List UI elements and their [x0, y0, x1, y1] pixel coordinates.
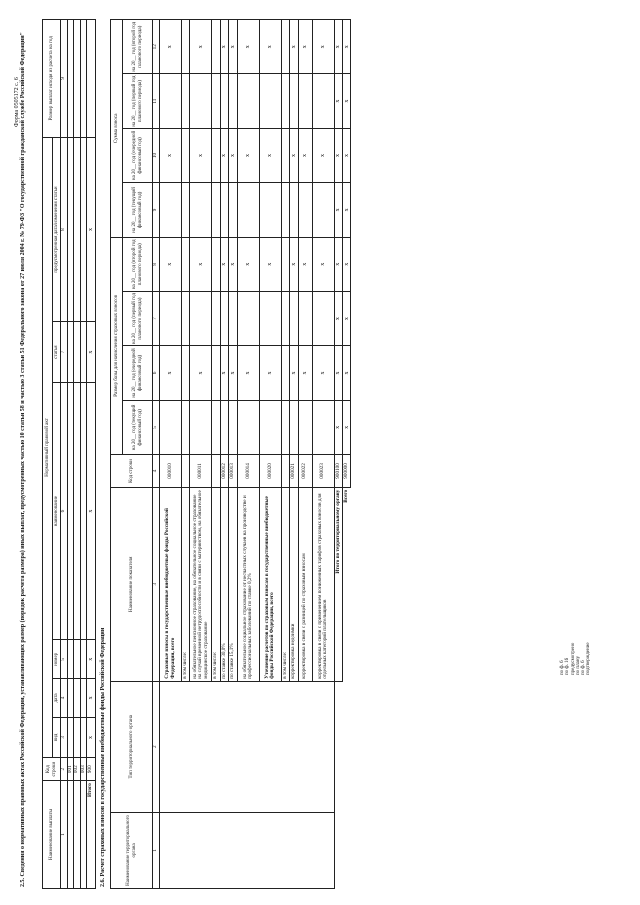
s26-h-sum-second: на 20__ год (второй год планового периода) [123, 20, 153, 74]
s26-colnum: 5 [153, 400, 160, 454]
s26-line-code [182, 455, 190, 488]
s26-value-cell: x [259, 346, 281, 400]
s26-value-cell: x [290, 20, 298, 74]
s26-h-terr-name: Наименование территориального органа [111, 812, 153, 888]
s26-value-cell [212, 346, 220, 400]
side-label: предусмотрено [570, 642, 576, 675]
s26-value-cell: x [290, 237, 298, 291]
s26-value-cell: x [160, 128, 182, 182]
s26-terr-name-cell [160, 812, 335, 888]
s25-h-number: номер [53, 640, 61, 679]
s26-line-code: 000013 [229, 455, 237, 488]
s26-value-cell [281, 128, 289, 182]
s26-value-cell [229, 183, 237, 237]
s26-value-cell: x [160, 346, 182, 400]
s26-indicator-name: в том числе: [281, 487, 289, 681]
s26-value-cell [212, 74, 220, 128]
s26-colnum: 4 [153, 455, 160, 488]
s26-value-cell [160, 74, 182, 128]
s26-value-cell [298, 183, 312, 237]
s25-row-code: 001 [68, 758, 74, 781]
s26-value-cell [298, 74, 312, 128]
s26-value-cell: x [160, 237, 182, 291]
s26-x: x [343, 400, 351, 454]
s26-h-base-second: на 20__ год (второй год планового периода) [123, 237, 153, 291]
s26-x: x [343, 20, 351, 74]
s26-terr-type-cell [160, 681, 335, 812]
s26-line-code: 000023 [312, 455, 334, 488]
s26-value-cell [160, 183, 182, 237]
s26-line-code [281, 455, 289, 488]
s26-x: x [334, 20, 342, 74]
s26-value-cell [212, 291, 220, 345]
s26-x: x [334, 237, 342, 291]
s26-value-cell [259, 291, 281, 345]
s26-h-sum-next: на 20__ год (очередной финансовый год) [123, 128, 153, 182]
s25-x: x [87, 679, 95, 718]
s26-value-cell [312, 400, 334, 454]
s26-value-cell: x [290, 128, 298, 182]
s26-h-base-first: на 20__ год (первый год планового периода) [123, 291, 153, 345]
s26-value-cell [190, 183, 212, 237]
s26-indicator-name: Уточнение расчетов по страховым взносам в государственные внебюджетные фонды Российской Федерации, всего [259, 487, 281, 681]
s26-x: x [343, 237, 351, 291]
s26-value-cell [182, 346, 190, 400]
s25-h-code: Код строки [43, 758, 61, 781]
s26-value-cell [290, 183, 298, 237]
s26-value-cell [298, 400, 312, 454]
s26-value-cell [212, 128, 220, 182]
s26-line-code: 000021 [290, 455, 298, 488]
s26-value-cell: x [312, 20, 334, 74]
s26-value-cell [281, 400, 289, 454]
s26-value-cell [259, 183, 281, 237]
s26-value-cell: x [229, 237, 237, 291]
s26-value-cell [220, 74, 228, 128]
s26-indicator-name: в том числе: [212, 487, 220, 681]
s26-indicator-name: по ставке 30,0% [220, 487, 228, 681]
s26-value-cell: x [190, 237, 212, 291]
s26-value-cell: x [229, 346, 237, 400]
s26-value-cell [229, 74, 237, 128]
side-labels [560, 555, 592, 675]
s26-subtotal-code: 900100 [334, 455, 342, 488]
s26-value-cell [220, 400, 228, 454]
s26-value-cell: x [237, 346, 259, 400]
s26-indicator-name: корректировка недоимки [290, 487, 298, 681]
s26-x: x [343, 291, 351, 345]
s26-colnum: 10 [153, 128, 160, 182]
s25-total-label: Итого [87, 781, 95, 889]
s26-value-cell: x [220, 237, 228, 291]
s26-h-indicator: Наименование показателя [111, 487, 153, 681]
s26-value-cell [237, 183, 259, 237]
s25-colnum: 2 [61, 758, 68, 781]
s26-value-cell [298, 291, 312, 345]
s25-h-ratio: предусмотренная дата/изменения статьи [53, 137, 61, 322]
s26-value-cell: x [190, 128, 212, 182]
s26-value-cell: x [259, 128, 281, 182]
s26-value-cell: x [298, 346, 312, 400]
s26-indicator-name: в том числе: [182, 487, 190, 681]
s26-value-cell [281, 346, 289, 400]
s26-value-cell: x [312, 346, 334, 400]
s26-h-sum-first: на 20__ год (первый год планового периода) [123, 74, 153, 128]
s26-value-cell [281, 20, 289, 74]
side-label: по ф. 6 [581, 660, 586, 675]
s25-h-article: статья [53, 322, 61, 382]
s26-value-cell [259, 400, 281, 454]
side-label: по ф. 6 [560, 660, 565, 675]
section-26-title: 2.6. Расчет страховых взносов в государственные внебюджетные фонды Российской Федерации [100, 627, 106, 887]
s26-value-cell: x [220, 20, 228, 74]
s26-x: x [343, 128, 351, 182]
s26-h-base-next: на 20__ год (очередной финансовый год) [123, 346, 153, 400]
s26-value-cell [160, 400, 182, 454]
s25-h-name: наименование [53, 382, 61, 640]
s26-value-cell [281, 291, 289, 345]
s26-h-code: Код строки [111, 455, 153, 488]
s25-row-code: 002 [74, 758, 80, 781]
s25-h-date: дата [53, 679, 61, 718]
s26-value-cell: x [259, 237, 281, 291]
s26-value-cell [237, 400, 259, 454]
s26-indicator-name: корректировка в связи с разницей по страховым взносам [298, 487, 312, 681]
s26-value-cell [160, 291, 182, 345]
s25-colnum: 4 [61, 679, 68, 718]
s26-value-cell [190, 291, 212, 345]
s25-h-indicator: Наименование выплаты [43, 781, 61, 889]
s26-value-cell [182, 20, 190, 74]
s26-value-cell [212, 400, 220, 454]
s26-value-cell [220, 183, 228, 237]
s26-value-cell: x [220, 128, 228, 182]
s26-value-cell [182, 400, 190, 454]
s25-x: x [87, 137, 95, 322]
s26-colnum: 8 [153, 237, 160, 291]
s25-h-type: вид [53, 717, 61, 758]
s26-value-cell [182, 291, 190, 345]
s26-x: x [334, 400, 342, 454]
s26-value-cell [229, 400, 237, 454]
s26-colnum: 3 [153, 487, 160, 681]
s26-indicator-name: по ставке 15,1% [229, 487, 237, 681]
s26-value-cell [281, 237, 289, 291]
s26-colnum: 6 [153, 346, 160, 400]
s26-h-sum: Сумма взноса [111, 20, 123, 238]
s26-value-cell [220, 291, 228, 345]
s26-colnum: 12 [153, 20, 160, 74]
s26-value-cell [312, 74, 334, 128]
s25-colnum: 9 [61, 20, 68, 138]
s26-colnum: 9 [153, 183, 160, 237]
s26-row [160, 20, 182, 889]
s26-line-code: 000011 [190, 455, 212, 488]
s26-value-cell: x [298, 128, 312, 182]
s26-value-cell [312, 291, 334, 345]
s25-x: x [87, 717, 95, 758]
s25-row-code: 003 [80, 758, 86, 781]
s26-value-cell: x [259, 20, 281, 74]
s26-value-cell: x [237, 20, 259, 74]
s25-h-act: Нормативный правовой акт [43, 137, 53, 758]
s26-x: x [343, 183, 351, 237]
s26-x: x [343, 74, 351, 128]
s26-value-cell [281, 183, 289, 237]
s26-value-cell [290, 74, 298, 128]
s26-value-cell: x [229, 128, 237, 182]
s25-h-payment: Размер выплат исходя из расчета на год [43, 20, 61, 138]
s26-value-cell: x [298, 237, 312, 291]
s25-colnum: 5 [61, 640, 68, 679]
s26-indicator-name: корректировка в связи с применением пониженных тарифов страховых взносов для отдельных категорий плательщиков [312, 487, 334, 681]
s26-value-cell: x [298, 20, 312, 74]
s25-x: x [87, 382, 95, 640]
s25-x: x [87, 640, 95, 679]
side-label: подтверждение [586, 642, 592, 675]
s26-colnum: 1 [153, 812, 160, 888]
s26-value-cell [237, 74, 259, 128]
form-code: Форма 0505172 с. 6 [14, 77, 20, 127]
s26-value-cell [290, 400, 298, 454]
s26-value-cell [182, 237, 190, 291]
section-25-table [42, 19, 96, 889]
s26-value-cell [190, 400, 212, 454]
s26-line-code: 000020 [259, 455, 281, 488]
s26-total-label: Всего [343, 489, 350, 503]
s26-value-cell [190, 74, 212, 128]
s26-line-code: 000022 [298, 455, 312, 488]
s26-h-terr-type: Тип территориального органа [111, 681, 153, 812]
s26-value-cell: x [237, 128, 259, 182]
s25-cell [87, 20, 95, 138]
s26-value-cell [229, 291, 237, 345]
s25-colnum: 8 [61, 137, 68, 322]
s26-value-cell [182, 128, 190, 182]
s26-indicator-name: на обязательное пенсионное страхование, на обязательное социальное страхование на случай временной нетрудоспособности и в связи с материнством, на обязательное медицинское страхование [190, 487, 212, 681]
section-26-table [110, 19, 351, 889]
s26-line-code: 000012 [220, 455, 228, 488]
s25-colnum: 1 [61, 781, 68, 889]
s25-total-code: 900 [87, 758, 95, 781]
s26-x: x [334, 291, 342, 345]
s26-value-cell: x [160, 20, 182, 74]
s26-subtotal-label: Итого по территориальному органу [334, 487, 342, 681]
s26-x: x [343, 346, 351, 400]
s26-line-code: 000014 [237, 455, 259, 488]
s26-value-cell: x [190, 20, 212, 74]
s26-value-cell [212, 20, 220, 74]
s26-value-cell [212, 237, 220, 291]
s26-value-cell [182, 74, 190, 128]
s26-value-cell [259, 74, 281, 128]
s26-colnum: 2 [153, 681, 160, 812]
side-label: по плану [575, 656, 581, 675]
s25-colnum: 3 [61, 717, 68, 758]
s26-value-cell [182, 183, 190, 237]
s26-value-cell [290, 291, 298, 345]
s26-value-cell: x [312, 237, 334, 291]
s26-total-code: 900000 [343, 455, 351, 488]
s26-h-sum-current: на 20__ год (текущий финансовый год) [123, 183, 153, 237]
s26-value-cell [312, 183, 334, 237]
s26-x: x [334, 74, 342, 128]
s26-indicator-name: Страховые взносы в государственные внебюджетные фонды Российской Федерации, всего [160, 487, 182, 681]
s25-x: x [87, 322, 95, 382]
s26-value-cell: x [312, 128, 334, 182]
s26-value-cell: x [237, 237, 259, 291]
s26-value-cell [281, 74, 289, 128]
s26-value-cell [237, 291, 259, 345]
s26-h-base: Размер базы для начисления страховых взносов [111, 237, 123, 455]
s26-line-code: 000010 [160, 455, 182, 488]
s26-x: x [334, 346, 342, 400]
s26-x: x [334, 183, 342, 237]
s26-x: x [334, 128, 342, 182]
s25-colnum: 6 [61, 382, 68, 640]
s26-value-cell: x [229, 20, 237, 74]
s26-value-cell: x [190, 346, 212, 400]
s26-value-cell: x [220, 346, 228, 400]
section-25-title: 2.5. Сведения о нормативных правовых актах Российской Федерации, устанавливающих размер (порядок расчета размера) иных выплат, предусмотренных частью 10 статьи 58 и частью 3 статьи 51 Федерального закона от 27 июля 2004 г. № 79-ФЗ "О государственной гражданской службе Российской Федерации" [20, 32, 26, 887]
s26-value-cell: x [290, 346, 298, 400]
s26-line-code [212, 455, 220, 488]
s26-value-cell [212, 183, 220, 237]
s26-colnum: 7 [153, 291, 160, 345]
side-label: по ф. 16 [565, 657, 571, 675]
s25-colnum: 7 [61, 322, 68, 382]
s26-indicator-name: на обязательное социальное страхование от несчастных случаев на производстве и профессиональных заболеваний по ставке 0,2% [237, 487, 259, 681]
s26-colnum: 11 [153, 74, 160, 128]
s26-h-base-current: на 20__ год (текущий финансовый год) [123, 400, 153, 454]
